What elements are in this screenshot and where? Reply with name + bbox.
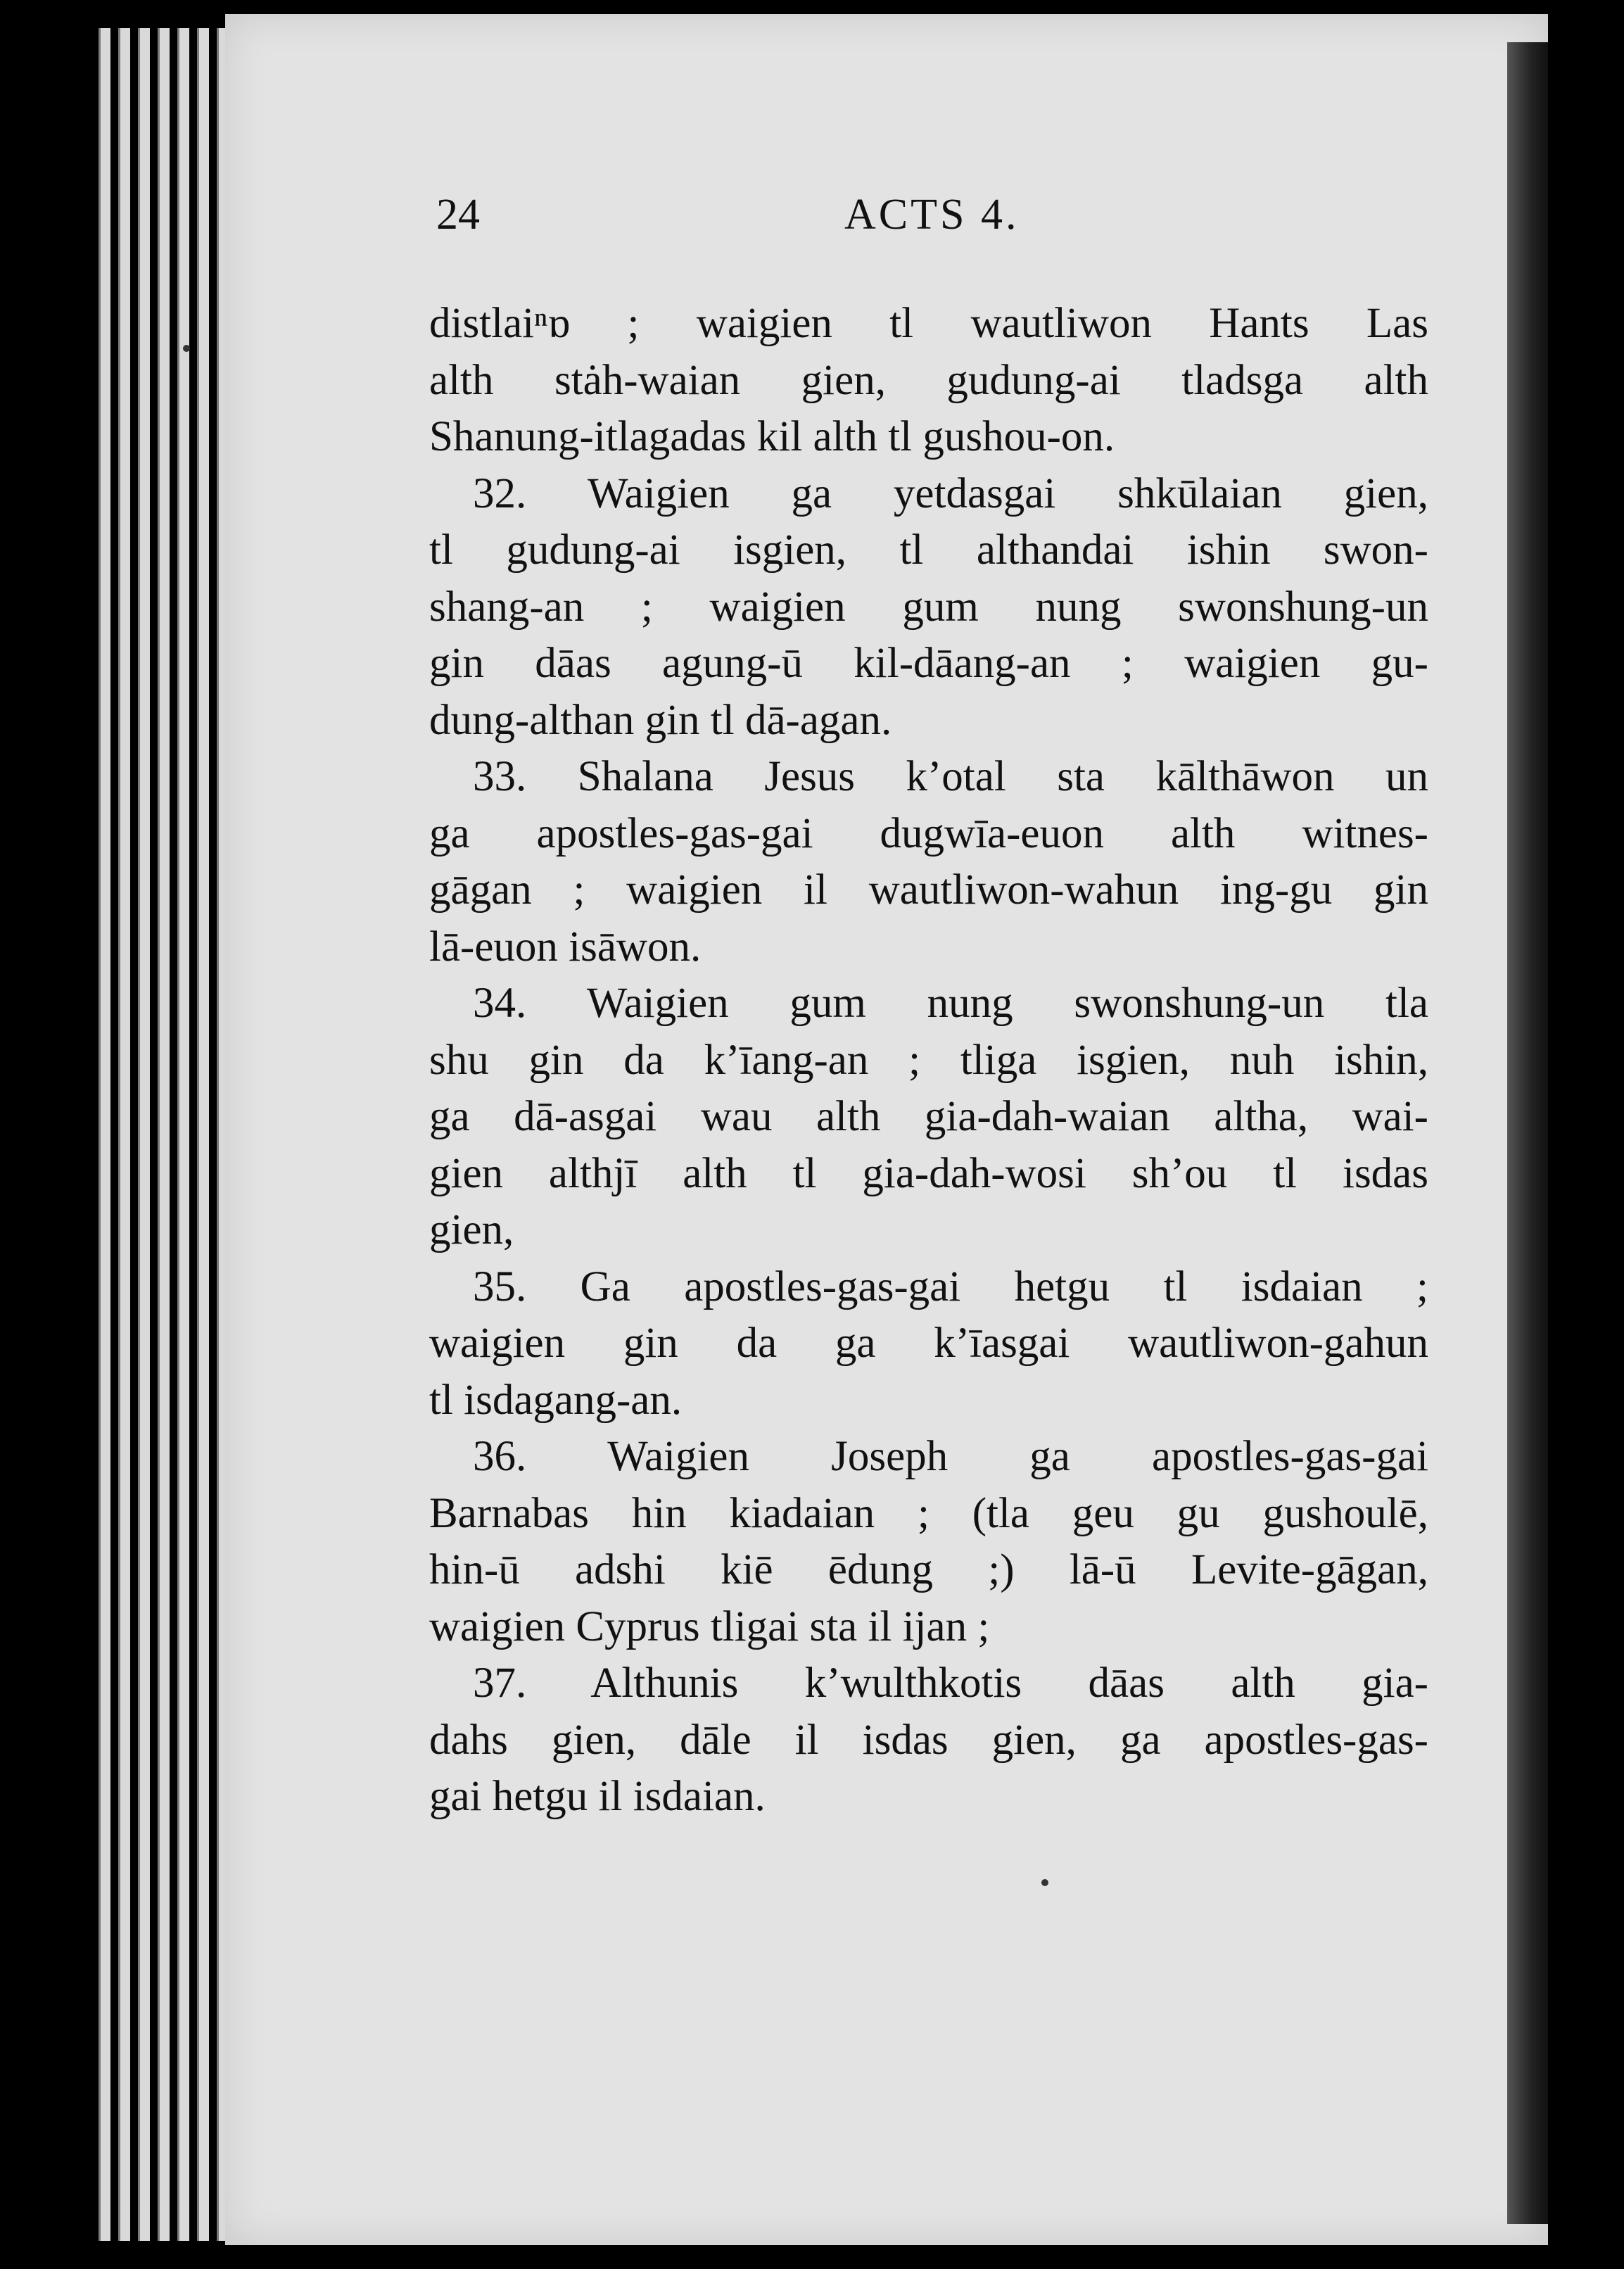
text-line: ga apostles-gas-gai dugwīa-euon alth witnes-	[429, 809, 1428, 857]
page-edge	[177, 28, 189, 2241]
text-line: gin dāas agung-ū kil-dāang-an ; waigien gu-	[429, 640, 1428, 687]
text-line: waigien Cyprus tligai sta il ijan ;	[429, 1603, 990, 1650]
text-line: tl isdagang-an.	[429, 1376, 683, 1424]
text-line: 35. Ga apostles-gas-gai hetgu tl isdaian ;	[473, 1263, 1428, 1310]
page-edge	[99, 28, 110, 2241]
text-line: lā-euon isāwon.	[429, 923, 702, 971]
text-line: 33. Shalana Jesus k’otal sta kālthāwon un	[473, 753, 1428, 800]
text-line: dung-althan gin tl dā-agan.	[429, 696, 892, 744]
text-line: Shanung-itlagadas kil alth tl gushou-on.	[429, 413, 1115, 460]
scan-speck	[1041, 1879, 1048, 1886]
text-line: ga dā-asgai wau alth gia-dah-waian altha, wai-	[429, 1093, 1428, 1140]
text-line: alth stȧh-waian gien, gudung-ai tladsga alth	[429, 356, 1428, 404]
page-edge	[118, 28, 130, 2241]
scan-speck	[183, 345, 190, 352]
page-edge	[158, 28, 170, 2241]
page-edge	[138, 28, 150, 2241]
text-line: 34. Waigien gum nung swonshung-un tla	[473, 980, 1428, 1027]
text-line: gai hetgu il isdaian.	[429, 1773, 766, 1820]
text-line: shu gin da k’īang-an ; tliga isgien, nuh ishin,	[429, 1036, 1428, 1084]
text-line: distlaiⁿɒ ; waigien tl wautliwon Hants Las	[429, 300, 1428, 347]
text-line: Barnabas hin kiadaian ; (tla geu gu gushoulē,	[429, 1489, 1428, 1537]
text-line: gāgan ; waigien il wautliwon-wahun ing-gu gin	[429, 866, 1428, 914]
page-header	[436, 190, 1407, 253]
body-text	[429, 296, 1428, 1826]
text-line: waigien gin da ga k’īasgai wautliwon-gahun	[429, 1320, 1428, 1367]
text-line: tl gudung-ai isgien, tl althandai ishin swon-	[429, 526, 1428, 574]
text-line: 32. Waigien ga yetdasgai shkūlaian gien,	[473, 469, 1428, 517]
text-line: 36. Waigien Joseph ga apostles-gas-gai	[473, 1433, 1428, 1480]
text-line: gien,	[429, 1206, 514, 1253]
text-line: hin-ū adshi kiē ēdung ;) lā-ū Levite-gāgan,	[429, 1546, 1428, 1593]
page-edge	[197, 28, 209, 2241]
text-line: shang-an ; waigien gum nung swonshung-un	[429, 583, 1428, 631]
text-line: 37. Althunis k’wulthkotis dāas alth gia-	[473, 1660, 1428, 1707]
book-spine	[1507, 42, 1548, 2224]
text-line: dahs gien, dāle il isdas gien, ga apostles-gas-	[429, 1716, 1428, 1764]
book-page	[225, 14, 1548, 2245]
page-number: 24	[436, 191, 480, 239]
text-line: gien althjī alth tl gia-dah-wosi sh’ou tl isdas	[429, 1149, 1428, 1197]
running-title: ACTS 4.	[844, 191, 1020, 239]
